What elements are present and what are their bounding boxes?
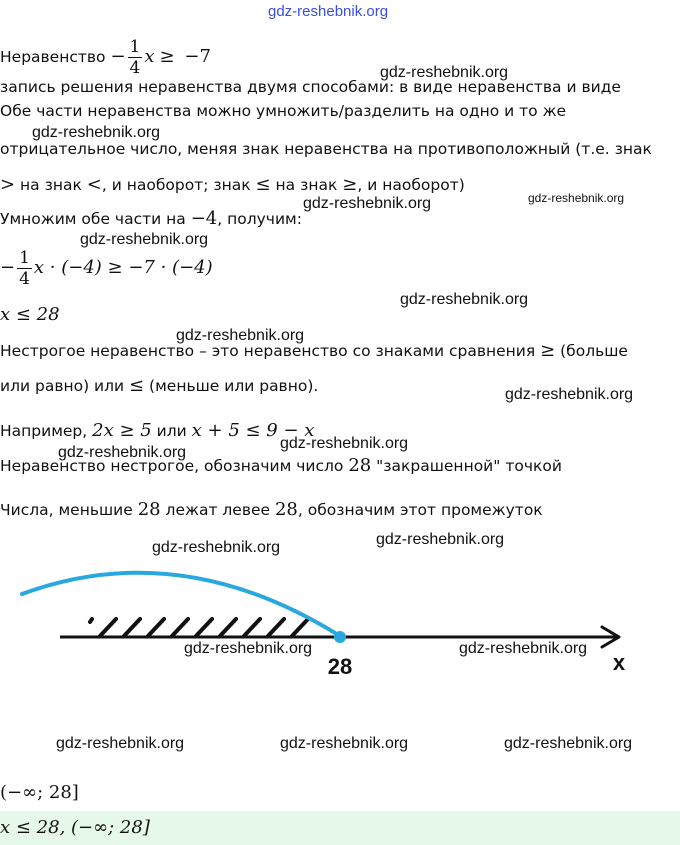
closed-point-28 (334, 631, 346, 643)
watermark: gdz-reshebnik.org (505, 386, 634, 403)
watermark: gdz-reshebnik.org (380, 64, 509, 81)
watermark: gdz-reshebnik.org (376, 531, 505, 548)
point-label: 28 (327, 654, 353, 679)
note-strict: Неравенство нестрогое, обозначим число 28 "закрашенной" точкой (0, 455, 562, 476)
axis-label: x (612, 650, 626, 675)
watermark: gdz-reshebnik.org (176, 327, 305, 344)
result-inequality: x ≤ 28 (0, 304, 60, 325)
definition-line-2: или равно) или ≤ (меньше или равно). (0, 375, 319, 396)
interval-line: (−∞; 28] (0, 782, 79, 803)
watermark: gdz-reshebnik.org (528, 191, 625, 205)
two-methods-line: запись решения неравенства двумя способами: в виде неравенства и виде (0, 78, 621, 96)
fraction: $\frac{1}{4}$ (19, 248, 30, 289)
watermark: gdz-reshebnik.org (32, 124, 161, 141)
watermark: gdz-reshebnik.org (459, 640, 588, 657)
watermark: gdz-reshebnik.org (152, 539, 281, 556)
watermark: gdz-reshebnik.org (268, 3, 389, 20)
watermark: gdz-reshebnik.org (504, 735, 633, 752)
definition-line-1: Нестрогое неравенство – это неравенство со знаками сравнения ≥ (больше (0, 340, 628, 361)
fraction: $\frac{1}{4}$ (129, 37, 141, 78)
hatching (90, 619, 308, 636)
number-line (0, 560, 680, 690)
watermark: gdz-reshebnik.org (280, 735, 409, 752)
rule-line-2: отрицательное число, меняя знак неравенства на противоположный (т.е. знак (0, 140, 652, 158)
example-line: Например, 2x ≥ 5 или x + 5 ≤ 9 − x (0, 420, 315, 441)
multiply-line: Умножим обе части на −4, получим: (0, 208, 302, 229)
watermark: gdz-reshebnik.org (56, 735, 185, 752)
note-left: Числа, меньшие 28 лежат левее 28, обозначим этот промежуток (0, 499, 543, 520)
watermark: gdz-reshebnik.org (303, 195, 432, 212)
watermark: gdz-reshebnik.org (58, 444, 187, 461)
answer-box (0, 811, 680, 845)
heading-inequality: Неравенство − $\frac{1}{4}$ x ≥ −7 (0, 37, 211, 78)
step-inequality: − $\frac{1}{4}$ x · (−4) ≥ −7 · (−4) (0, 248, 213, 289)
watermark: gdz-reshebnik.org (80, 231, 209, 248)
watermark: gdz-reshebnik.org (280, 435, 409, 452)
rule-line-1: Обе части неравенства можно умножить/разделить на одно и то же (0, 102, 567, 120)
watermark: gdz-reshebnik.org (184, 640, 313, 657)
rule-line-3: > на знак <, и наоборот; знак ≤ на знак ≥, и наоборот) (0, 174, 465, 195)
watermark: gdz-reshebnik.org (400, 291, 529, 308)
answer-text: x ≤ 28, (−∞; 28] (0, 817, 150, 838)
